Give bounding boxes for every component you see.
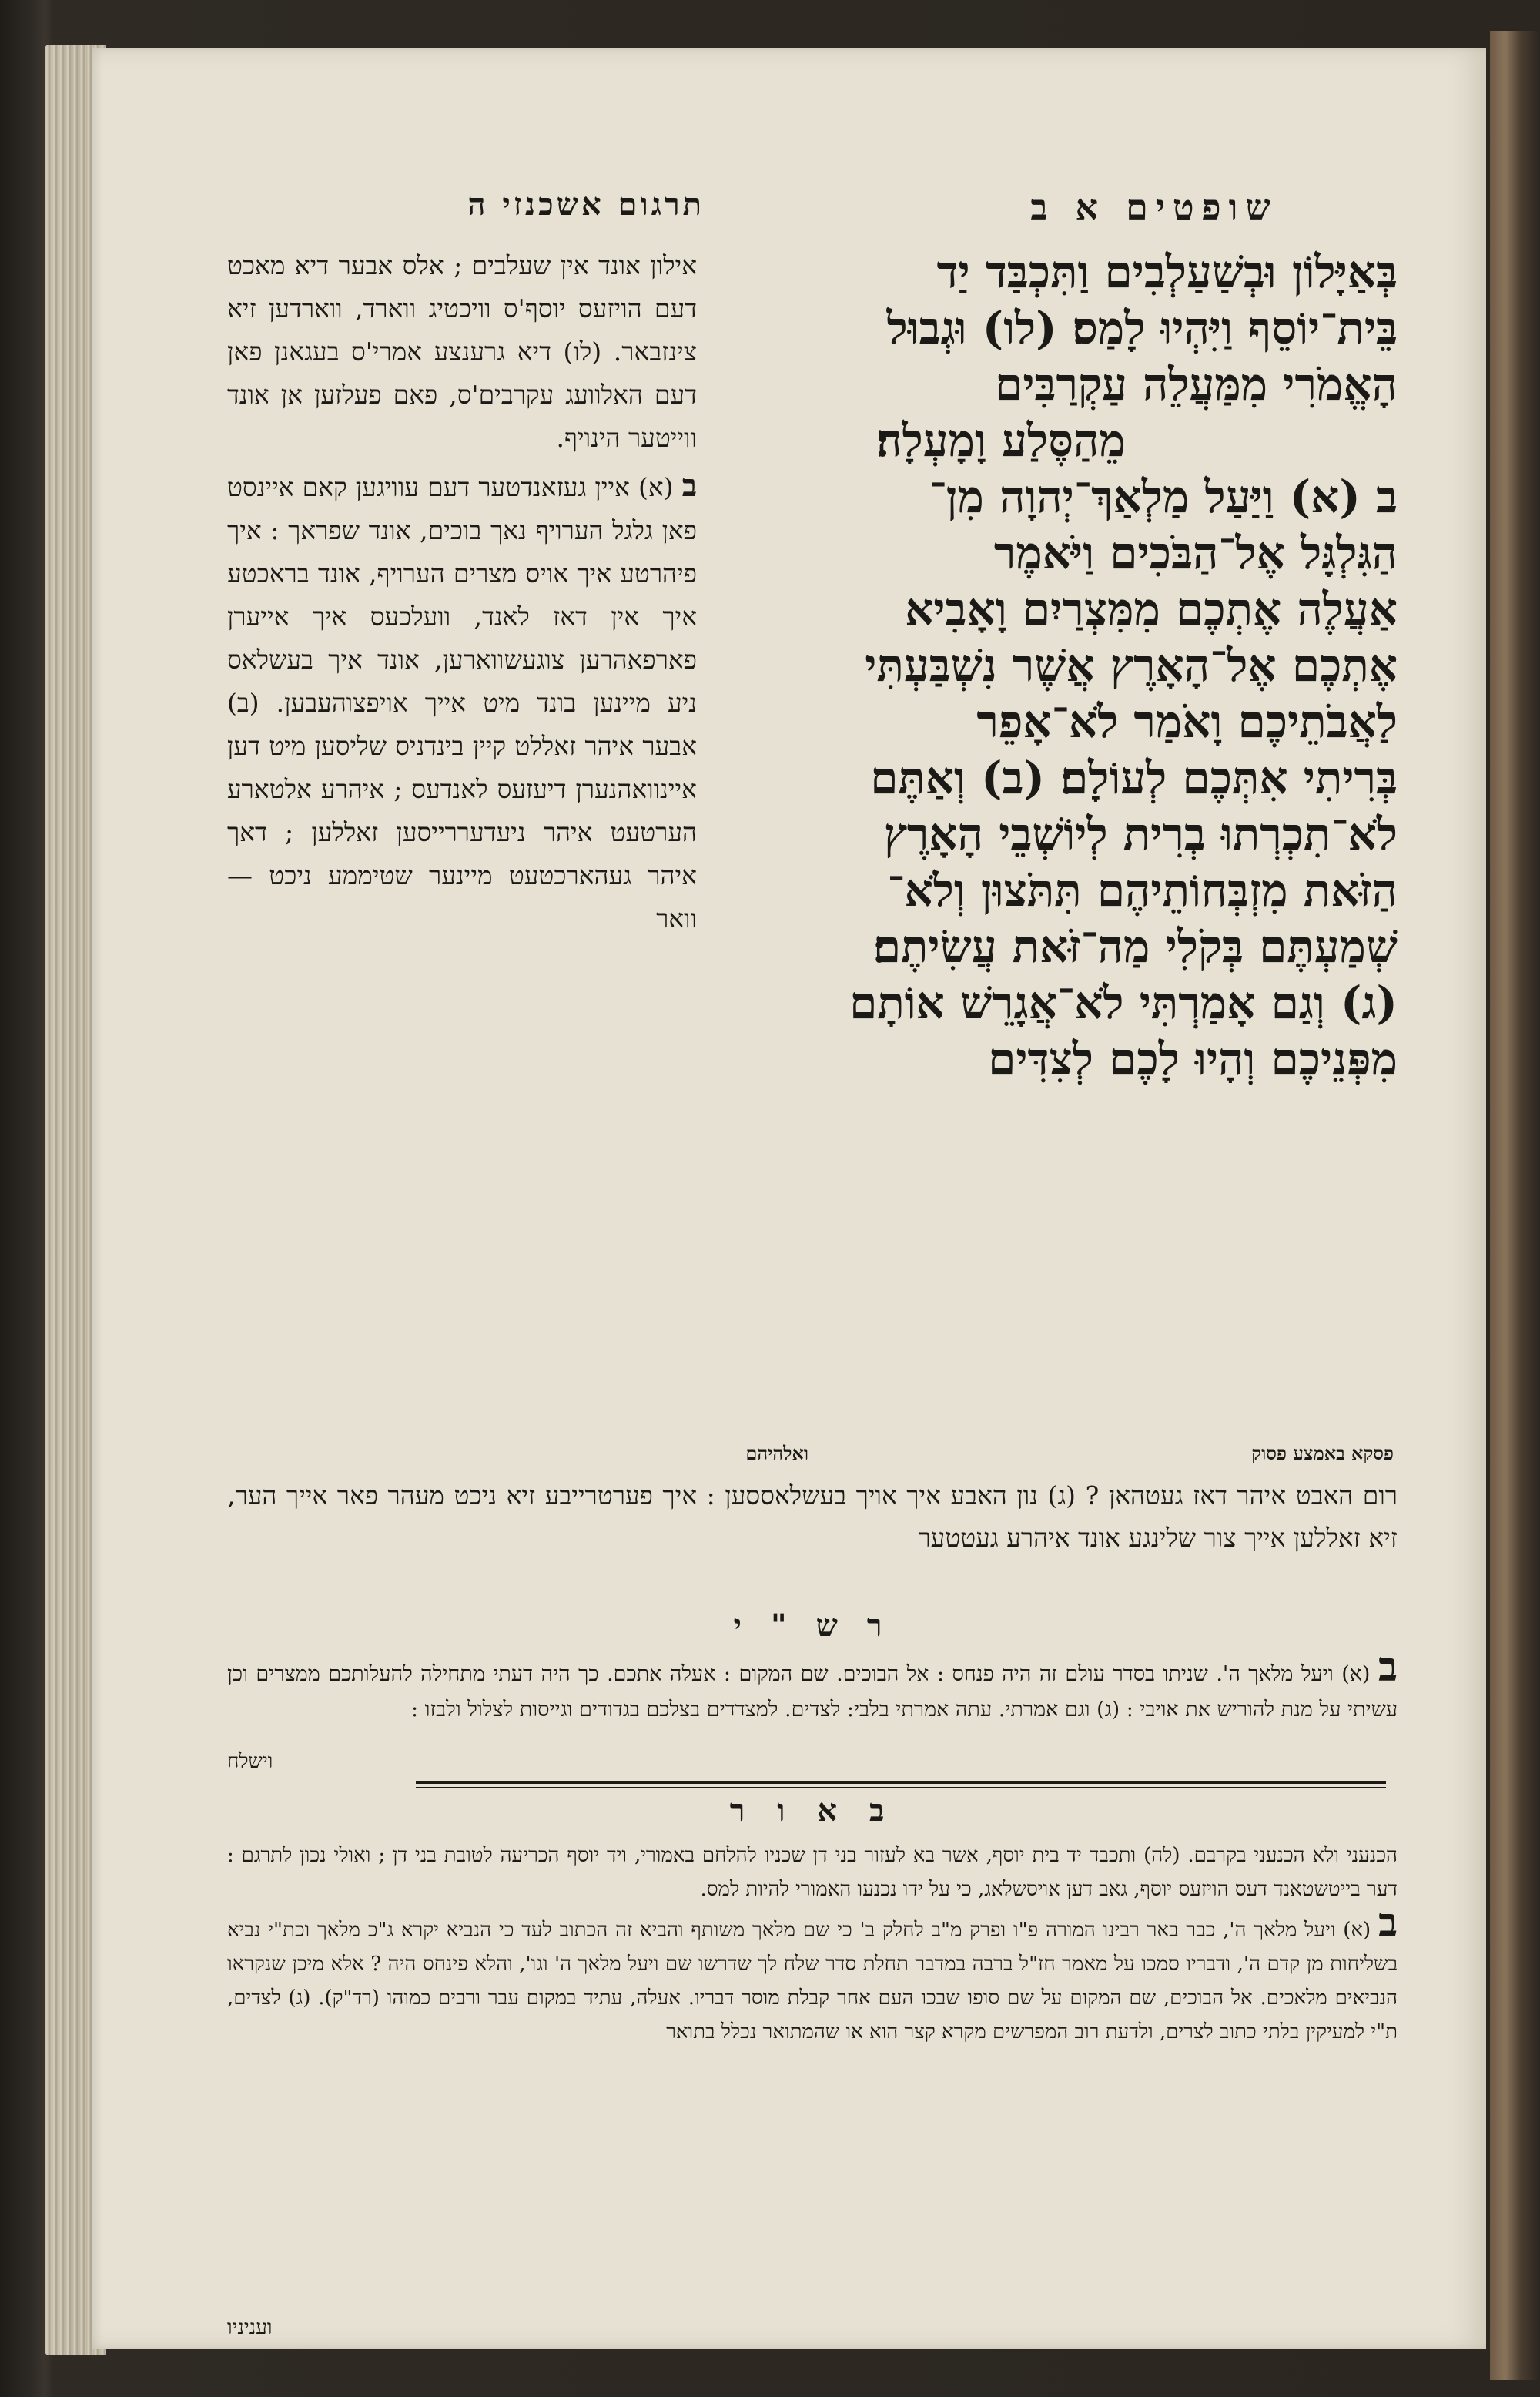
biur-catchword: ועניניו (227, 2316, 273, 2339)
rashi-catchword: וישלח (227, 1750, 273, 1773)
running-header-targum: תרגום אשכנזי ה (467, 186, 705, 223)
bible-line: בְּאַיָּלוֹן וּבְשַׁעַלְבִים וַתִּכְבַּד יַד (936, 246, 1398, 298)
bible-line: הָאֱמֹרִי מִמַּעֲלֵה עַקְרַבִּים (995, 358, 1398, 411)
bible-line: אֶתְכֶם אֶל־הָאָרֶץ אֲשֶׁר נִשְׁבַּעְתִּי (865, 639, 1398, 692)
rashi-commentary (227, 1644, 1398, 1728)
bible-text-column (604, 244, 1398, 1088)
page-content (92, 48, 1486, 2349)
biur-title: ב א ו ר (729, 1792, 896, 1829)
targum-column (227, 244, 697, 945)
bible-line: בְּרִיתִי אִתְּכֶם לְעוֹלָם׃ (ב) וְאַתֶּם (870, 752, 1398, 804)
bible-line: (ג) וְגַם אָמַרְתִּי לֹא־אֲגָרֵשׁ אוֹתָם (849, 977, 1398, 1029)
binding-strip (1490, 31, 1540, 2380)
bible-line: הַגִּלְגָּל אֶל־הַבֹּכִים וַיֹּאמֶר (993, 527, 1398, 579)
bible-catchword: ואלהיהם (745, 1442, 808, 1464)
bible-line: מִפְּנֵיכֶם וְהָיוּ לָכֶם לְצִדִּים (988, 1033, 1398, 1085)
biur-paragraph: הכנעני ולא הכנעני בקרבם. (לה) ותכבד יד בית יוסף, אשר בא לעזור בני דן שכניו להלחם באמורי, ויד יוסף הכריעה לטובת בני דן ; ואולי נכון לתרגם : דער בייטשטאנד דעס הויזעס יוסף, גאב דען אויסשלאג, כי על ידו נכנעו האמורי להיות למס. (227, 1844, 1398, 1901)
targum-paragraph-text: (א) איין געזאנדטער דעם עוויגען קאם איינסט פאן גלגל הערויף נאך בוכים, אונד שפראך : איך פיהרטע איך אויס מצרים הערויף, אונד בראכטע איך אין דאז לאנד, וועלכעס איך אייערן פארפאהרען צוגעשווארען, אונד איך בעשלאס ניע מיינען בונד מיט אייך אויפצוהעבען. (ב) אבער איהר זאללט קיין בינדניס שליסען מיט דען איינוואהנערן דיעזעס לאנדעס ; איהרע אלטארע הערטעט איהר ניעדעררייסען זאללען ; דאך איהר געהארכטעט מיינער שטיממע ניכט — וואר (227, 472, 697, 934)
bible-line: שְׁמַעְתֶּם בְּקֹלִי מַה־זֹּאת עֲשִׂיתֶם׃ (872, 920, 1398, 973)
divider-rule-thin (416, 1787, 1386, 1788)
targum-chapter-number: ב (681, 468, 697, 504)
rashi-text: (א) ויעל מלאך ה'. שניתו בסדר עולם זה היה פנחס : אל הבוכים. שם המקום : אעלה אתכם. כך היה דעתי מתחילה להעלותכם ממצרים וכן עשיתי על מנת להוריש את אויבי : (ג) וגם אמרתי. עתה אמרתי בלבי: לצדים. למצדדים בצלכם בגדודים וגייסות לצלול ולבזו : (227, 1662, 1398, 1721)
biur-commentary (227, 1839, 1398, 2049)
bible-line: אַעֲלֶה אֶתְכֶם מִמִּצְרַיִם וָאָבִיא (905, 583, 1398, 635)
divider-rule (416, 1781, 1386, 1784)
page (92, 48, 1486, 2349)
rashi-chapter-letter: ב (1378, 1644, 1398, 1691)
biur-chapter-letter: ב (1378, 1899, 1398, 1946)
targum-paragraph-2 (227, 464, 697, 940)
bible-line: ב (א) וַיַּעַל מַלְאַךְ־יְהוָה מִן־ (929, 471, 1398, 523)
biur-text: (א) ויעל מלאך ה', כבר באר רבינו המורה פ"ו ופרק מ"ב לחלק ב' כי שם מלאך משותף והביא זה הכתוב לעד כי הנביא יקרא ג"כ מלאך וכת"י נביא בשליחות מן קדם ה', ודבריו סמכו על מאמר חז"ל ברבה במדבר תחלת סדר שלח לך שדרשו שם ויעל מלאך ה' וגו', והלא פינחס היה ? אלא מיכן שנקראו הנביאים מלאכים. אל הבוכים, שם המקום על שם סופו שבכו העם אחר קבלת מוסר דבריו. אעלה, עתיד במקום עבר ורבים כמוהו (רד"ק). (ג) לצדים, ת"י למעיקין בלתי כתוב לצרים, ולדעת רוב המפרשים מקרא קצר הוא או שהמתואר נכלל בתואר (227, 1919, 1398, 2043)
biur-paragraph-2 (227, 1899, 1398, 2049)
bible-line: לֹא־תִכְרְתוּ בְרִית לְיוֹשְׁבֵי הָאָרֶץ (883, 808, 1398, 860)
targum-paragraph: אילון אונד אין שעלבים ; אלס אבער דיא מאכט דעם הויזעס יוסף'ס וויכטיג ווארד, ווארדען זיא צינזבאר. (לו) דיא גרענצע אמרי'ס בעגאנן פאן דעם האלוועג עקרבים'ס, פאם פעלזען אן אונד ווייטער הינויף. (227, 250, 697, 453)
rashi-title: ר ש " י (733, 1607, 892, 1644)
bible-line: מֵהַסֶּלַע וָמָעְלָה׃ (876, 414, 1126, 467)
bible-line: בֵּית־יוֹסֵף וַיִּהְיוּ לָמַס׃ (לו) וּגְבוּל (886, 302, 1398, 354)
bible-line: לַאֲבֹתֵיכֶם וָאֹמַר לֹא־אָפֵר (976, 696, 1398, 748)
running-header-book: שופטים א ב (1030, 186, 1278, 228)
pasqa-note: פסקא באמצע פסוק (1251, 1442, 1394, 1464)
bible-line: הַזֹּאת מִזְבְּחוֹתֵיהֶם תִּתֹּצוּן וְלֹא־ (887, 864, 1398, 917)
targum-continuation: רום האבט איהר דאז געטהאן ? (ג) נון האבע איך אויך בעשלאססען : איך פערטרייבע זיא ניכט מעהר פאר אייך הער, זיא זאללען אייך צור שלינגע אונד איהרע געטטער (227, 1480, 1398, 1553)
